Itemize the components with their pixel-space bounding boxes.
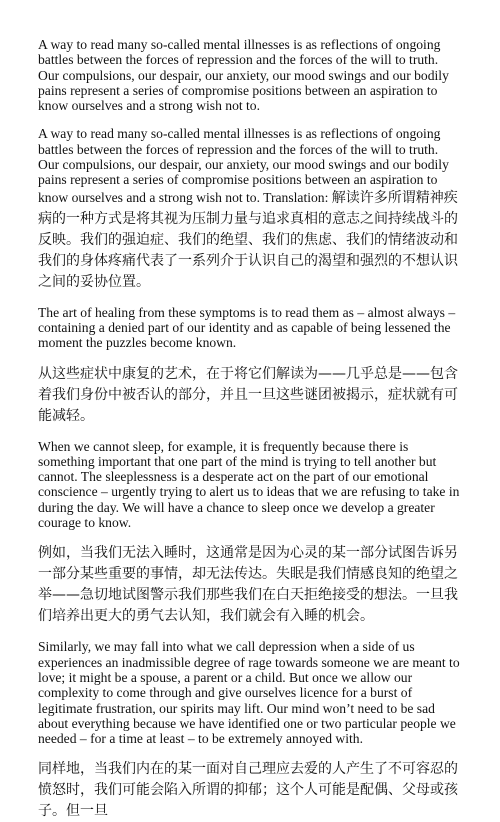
paragraph-8-chinese: 同样地，当我们内在的某一面对自己理应去爱的人产生了不可容忍的愤怒时，我们可能会陷入所谓的抑郁；这个人可能是配偶、父母或孩子。但一旦 xyxy=(38,761,458,820)
paragraph-7-english: Similarly, we may fall into what we call depression when a side of us experiences an inadmissible degree of rage towards someone we are meant to love; it might be a spouse, a parent or a child. But once we allow our complexity to come through and give ourselves licence for a burst of legitimate frustration, our spirits may lift. Our mind won’t need to be sad about everything because we have identified one or two particular people we needed – for a time at least – to be extremely annoyed with. xyxy=(38,639,460,747)
paragraph-1-english: A way to read many so-called mental illnesses is as reflections of ongoing battles between the forces of repression and the forces of the will to truth. Our compulsions, our despair, our anxiety, our mood swings and our bodily pains represent a series of compromise positions between an aspiration to know ourselves and a strong wish not to. xyxy=(38,37,449,114)
paragraph-3-english: The art of healing from these symptoms is to read them as – almost always – containing a denied part of our identity and as capable of being lessened the moment the puzzles become known. xyxy=(38,304,456,351)
paragraph-2-english-part: A way to read many so-called mental illnesses is as reflections of ongoing battles between the forces of repression and the forces of the will to truth. Our compulsions, our despair, our anxiety, our mood swings and our bodily pains represent a series of compromise positions between an aspiration to know ourselves and a strong wish not to. Translation: xyxy=(38,126,449,205)
paragraph-2-chinese-part: 解读许多所谓精神疾病的一种方式是将其视为压制力量与追求真相的意志之间持续战斗的反映。我们的强迫症、我们的绝望、我们的焦虑、我们的情绪波动和我们的身体疼痛代表了一系列介于认识自己的渴望和强烈的不想认识之间的妥协位置。 xyxy=(38,189,458,290)
paragraph-2-with-translation xyxy=(38,126,462,292)
paragraph-5-english: When we cannot sleep, for example, it is frequently because there is something important that one part of the mind is trying to tell another but cannot. The sleeplessness is a desperate act on the part of our emotional conscience – urgently trying to alert us to ideas that we are refusing to take in during the day. We will have a chance to sleep once we develop a greater courage to know. xyxy=(38,438,460,531)
paragraph-6-chinese: 例如，当我们无法入睡时，这通常是因为心灵的某一部分试图告诉另一部分某些重要的事情，却无法传达。失眠是我们情感良知的绝望之举——急切地试图警示我们那些我们在白天拒绝接受的想法。一旦我们培养出更大的勇气去认知，我们就会有入睡的机会。 xyxy=(38,545,458,625)
paragraph-4-chinese: 从这些症状中康复的艺术，在于将它们解读为——几乎总是——包含着我们身份中被否认的部分，并且一旦这些谜团被揭示，症状就有可能减轻。 xyxy=(38,365,458,424)
